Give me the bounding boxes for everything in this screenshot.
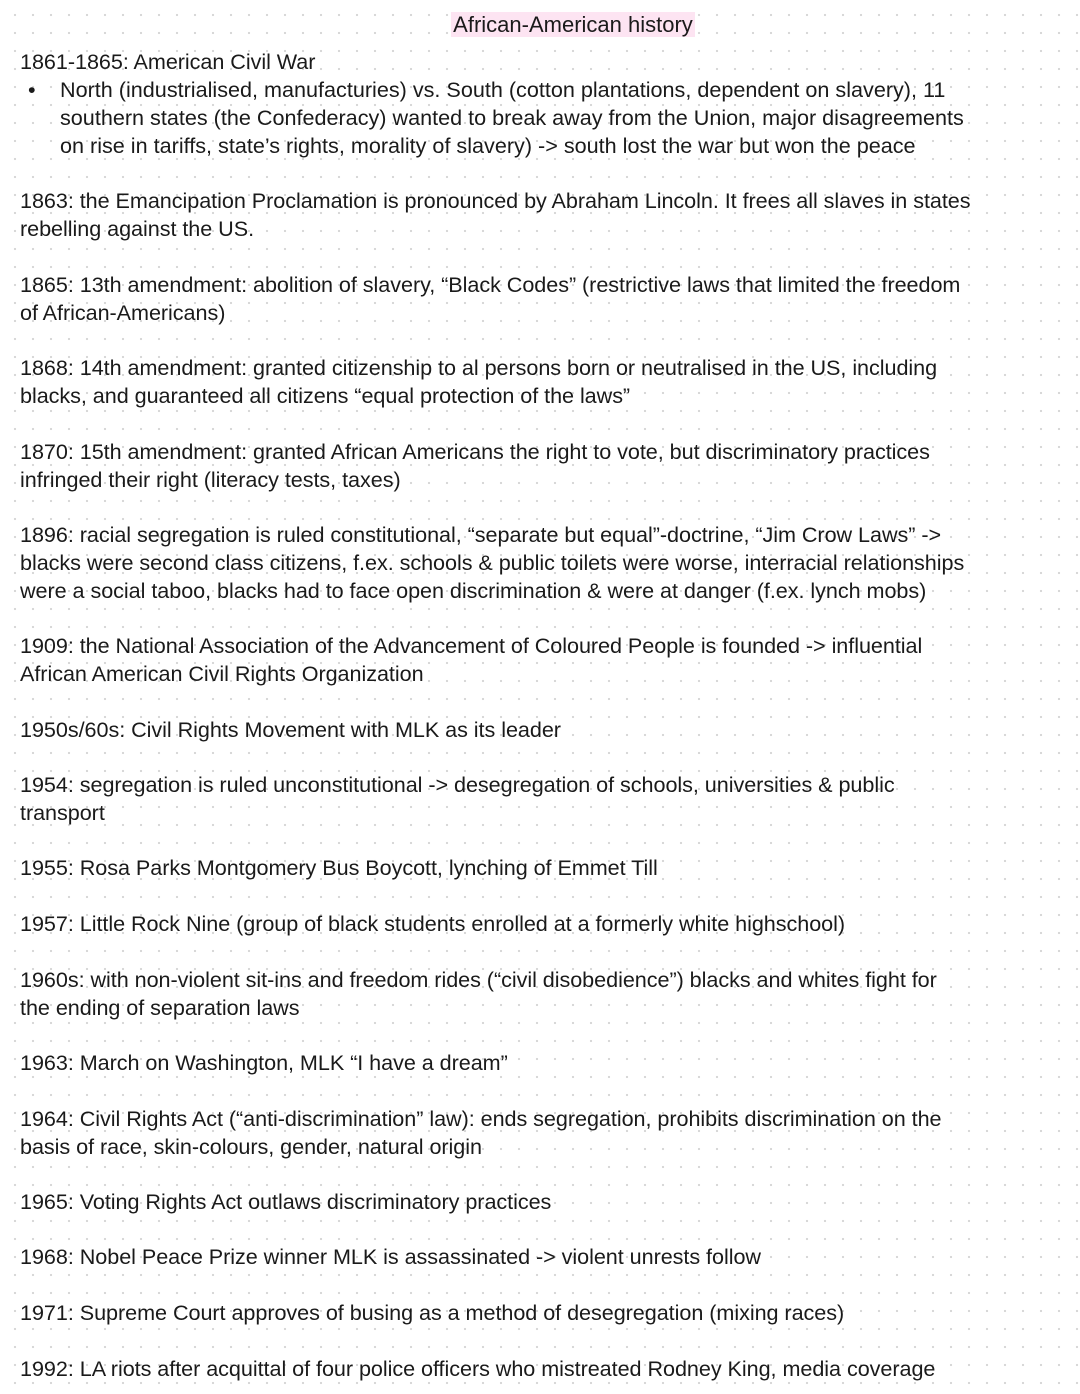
entry-line: 1955: Rosa Parks Montgomery Bus Boycott, lynching of Emmet Till xyxy=(20,855,658,880)
entry-line: of African-Americans) xyxy=(20,300,226,325)
entry-line: 1963: March on Washington, MLK “I have a dream” xyxy=(20,1050,508,1075)
entry-line: 1960s: with non-violent sit-ins and freedom rides (“civil disobedience”) blacks and whites fight for xyxy=(20,967,937,992)
page-title-text: African-American history xyxy=(453,12,693,37)
entry-line: southern states (the Confederacy) wanted to break away from the Union, major disagreements xyxy=(60,105,964,130)
entry-line: 1968: Nobel Peace Prize winner MLK is assassinated -> violent unrests follow xyxy=(20,1244,761,1269)
timeline-entry-1965 xyxy=(20,1188,1065,1216)
entry-line: 1909: the National Association of the Advancement of Coloured People is founded -> influential xyxy=(20,633,923,658)
timeline-entry-1957 xyxy=(20,910,1065,938)
entry-line: blacks, and guaranteed all citizens “equal protection of the laws” xyxy=(20,383,631,408)
entry-line: 1863: the Emancipation Proclamation is pronounced by Abraham Lincoln. It frees all slaves in states xyxy=(20,188,971,213)
entry-line: 1950s/60s: Civil Rights Movement with MLK as its leader xyxy=(20,717,561,742)
timeline-entry-1971 xyxy=(20,1299,1065,1327)
timeline-entry-1964 xyxy=(20,1105,1065,1161)
entry-line: were a social taboo, blacks had to face open discrimination & were at danger (f.ex. lynch mobs) xyxy=(20,578,927,603)
timeline-entry-1963 xyxy=(20,1049,1065,1077)
entry-line: 1971: Supreme Court approves of busing as a method of desegregation (mixing races) xyxy=(20,1300,845,1325)
entry-line: 1861-1865: American Civil War xyxy=(20,49,316,74)
entry-line: the ending of separation laws xyxy=(20,995,300,1020)
entry-line: North (industrialised, manufacturies) vs. South (cotton plantations, dependent on slavery), 11 xyxy=(60,77,946,102)
timeline-entry-1865 xyxy=(20,271,1065,327)
timeline-entry-1955 xyxy=(20,854,1065,882)
timeline-entry-1863 xyxy=(20,187,1065,243)
timeline-entry-1861 xyxy=(20,48,1065,76)
entry-line: basis of race, skin-colours, gender, natural origin xyxy=(20,1134,482,1159)
timeline-entry-1960s xyxy=(20,966,1065,1022)
entry-line: rebelling against the US. xyxy=(20,216,255,241)
bullet-icon: • xyxy=(28,77,36,102)
entry-line: 1965: Voting Rights Act outlaws discriminatory practices xyxy=(20,1189,552,1214)
entry-line: infringed their right (literacy tests, taxes) xyxy=(20,467,401,492)
entry-line: on rise in tariffs, state’s rights, morality of slavery) -> south lost the war but won the peace xyxy=(60,133,916,158)
bullet-text xyxy=(60,76,964,160)
entry-line: 1868: 14th amendment: granted citizenship to al persons born or neutralised in the US, including xyxy=(20,355,938,380)
page-title xyxy=(0,10,1080,40)
entry-line: 1954: segregation is ruled unconstitutional -> desegregation of schools, universities & public xyxy=(20,772,895,797)
entry-line: 1957: Little Rock Nine (group of black students enrolled at a formerly white highschool) xyxy=(20,911,845,936)
entry-line: 1870: 15th amendment: granted African Americans the right to vote, but discriminatory practices xyxy=(20,439,930,464)
entry-line: transport xyxy=(20,800,105,825)
timeline-entry-1896 xyxy=(20,521,1065,605)
timeline-entry-1870 xyxy=(20,438,1065,494)
entry-line: 1964: Civil Rights Act (“anti-discrimination” law): ends segregation, prohibits discrimination on the xyxy=(20,1106,942,1131)
entry-line: African American Civil Rights Organization xyxy=(20,661,424,686)
timeline-entry-1950s xyxy=(20,716,1065,744)
entry-line: blacks were second class citizens, f.ex. schools & public toilets were worse, interracial relationships xyxy=(20,550,965,575)
entry-line: 1896: racial segregation is ruled constitutional, “separate but equal”-doctrine, “Jim Crow Laws” -> xyxy=(20,522,942,547)
entry-line: 1992: LA riots after acquittal of four police officers who mistreated Rodney King, media coverage xyxy=(20,1356,936,1381)
timeline-entry-1868 xyxy=(20,354,1065,410)
timeline-entry-1992 xyxy=(20,1355,1065,1383)
timeline-entry-1968 xyxy=(20,1243,1065,1271)
timeline-entry-1954 xyxy=(20,771,1065,827)
timeline-entry-1909 xyxy=(20,632,1065,688)
entry-line: 1865: 13th amendment: abolition of slavery, “Black Codes” (restrictive laws that limited the freedom xyxy=(20,272,961,297)
